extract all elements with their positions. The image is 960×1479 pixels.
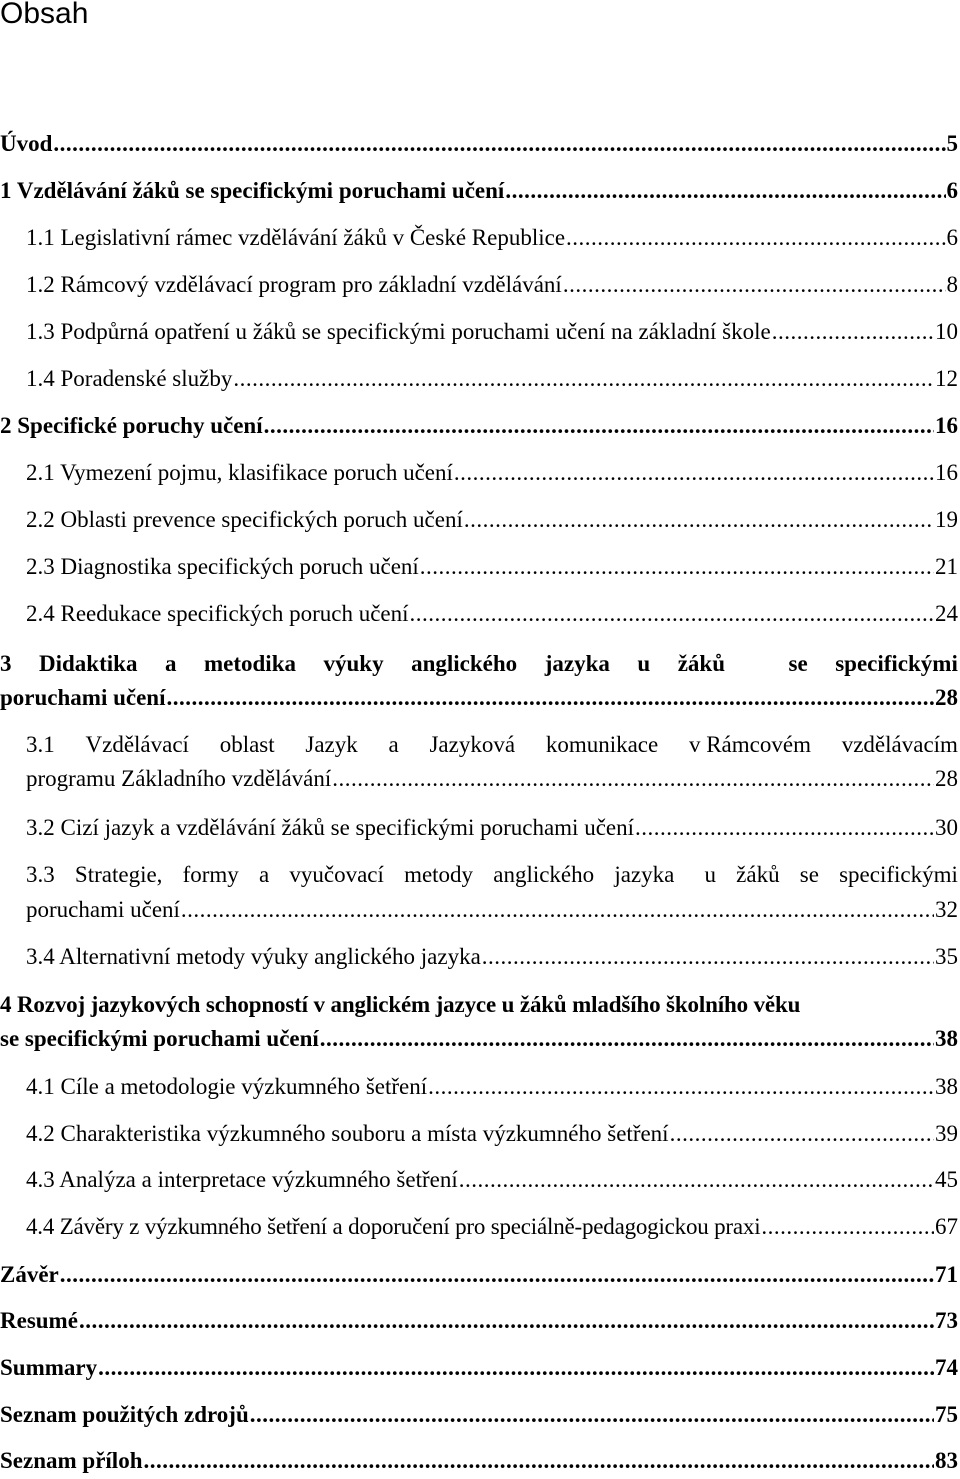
toc-word: metody (404, 862, 474, 887)
toc-leader-dots (459, 1166, 934, 1194)
toc-word: 3.3 (26, 862, 55, 887)
toc-word: Strategie, (74, 862, 163, 887)
toc-page-number: 38 (935, 1026, 958, 1051)
toc-word: Vzdělávací (85, 732, 189, 757)
toc-leader-dots (181, 896, 934, 924)
toc-entry-title: 1 Vzdělávání žáků se specifickými poruchami učení (0, 178, 505, 203)
toc-leader-dots (454, 459, 934, 487)
toc-entry-sources[interactable] (0, 1401, 958, 1429)
toc-word: jazyka (544, 651, 610, 676)
toc-entry-chapter-3-line1[interactable] (0, 650, 958, 678)
toc-entry-3-2[interactable] (26, 814, 958, 842)
toc-page-number: 39 (935, 1121, 958, 1146)
toc-entry-chapter-2[interactable] (0, 412, 958, 440)
toc-leader-dots (505, 177, 945, 205)
toc-page-number: 30 (935, 815, 958, 840)
toc-word: a (388, 732, 399, 757)
toc-page-number: 12 (935, 366, 958, 391)
toc-entry-title: Summary (0, 1355, 98, 1380)
toc-entry-title: 2.2 Oblasti prevence specifických poruch učení (26, 507, 463, 532)
toc-leader-dots (53, 130, 945, 158)
toc-leader-dots (233, 365, 934, 393)
toc-word: vzdělávacím (841, 732, 958, 757)
toc-word: jazyka (614, 862, 675, 887)
toc-entry-title: 3.4 Alternativní metody výuky anglického jazyka (26, 944, 481, 969)
toc-entry-title: poruchami učení (26, 897, 180, 922)
toc-word: anglického (493, 862, 595, 887)
toc-leader-dots (79, 1307, 934, 1335)
toc-leader-dots (563, 271, 946, 299)
toc-leader-dots (143, 1447, 934, 1475)
toc-word: oblast (219, 732, 275, 757)
toc-entry-1-4[interactable] (26, 365, 958, 393)
toc-page-number: 67 (935, 1214, 958, 1239)
toc-word: a (258, 862, 270, 887)
toc-entry-summary[interactable] (0, 1354, 958, 1382)
toc-page-number: 28 (935, 685, 958, 710)
toc-entry-resume[interactable] (0, 1307, 958, 1335)
toc-entry-3-1-line1[interactable] (26, 731, 958, 759)
toc-page-number: 16 (935, 413, 958, 438)
toc-word: se (788, 651, 808, 676)
toc-entry-appendices[interactable] (0, 1447, 958, 1475)
toc-word: Didaktika (39, 651, 138, 676)
toc-entry-title: se specifickými poruchami učení (0, 1026, 319, 1051)
toc-entry-title: 4 Rozvoj jazykových schopností v anglickém jazyce u žáků mladšího školního věku (0, 992, 801, 1017)
page-title: Obsah (0, 0, 89, 30)
toc-entry-1-2[interactable] (26, 271, 958, 299)
toc-word: u (637, 651, 651, 676)
toc-page-number: 35 (935, 944, 958, 969)
toc-leader-dots (428, 1073, 934, 1101)
toc-leader-dots (60, 1261, 934, 1289)
toc-word: specifickými (839, 862, 958, 887)
toc-word: žáků (677, 651, 725, 676)
toc-word: formy (182, 862, 239, 887)
toc-entry-title: Seznam použitých zdrojů (0, 1402, 249, 1427)
toc-entry-2-4[interactable] (26, 600, 958, 628)
toc-entry-title: 3.2 Cizí jazyk a vzdělávání žáků se specifickými poruchami učení (26, 815, 634, 840)
toc-word: výuky (323, 651, 384, 676)
toc-page-number: 6 (946, 225, 958, 250)
toc-word: a (164, 651, 177, 676)
toc-entry-chapter-3-line2[interactable] (0, 684, 958, 712)
toc-word: 3 (0, 651, 12, 676)
toc-page-number: 21 (935, 554, 958, 579)
toc-page-number: 71 (935, 1262, 958, 1287)
toc-leader-dots (166, 684, 934, 712)
toc-leader-dots (566, 224, 945, 252)
toc-entry-1-1[interactable] (26, 224, 958, 252)
toc-leader-dots (320, 1025, 934, 1053)
toc-word: specifickými (835, 651, 958, 676)
toc-entry-1-3[interactable] (26, 318, 958, 346)
toc-entry-2-1[interactable] (26, 459, 958, 487)
toc-leader-dots (482, 943, 934, 971)
toc-entry-title: 4.2 Charakteristika výzkumného souboru a místa výzkumného šetření (26, 1121, 669, 1146)
toc-entry-chapter-4-line1[interactable] (0, 991, 958, 1019)
toc-entry-4-1[interactable] (26, 1073, 958, 1101)
toc-page-number: 8 (946, 272, 958, 297)
toc-entry-title: 1.4 Poradenské služby (26, 366, 233, 391)
toc-entry-title: 1.1 Legislativní rámec vzdělávání žáků v České Republice (26, 225, 566, 250)
toc-leader-dots (98, 1354, 934, 1382)
toc-entry-title: 2.1 Vymezení pojmu, klasifikace poruch učení (26, 460, 453, 485)
toc-leader-dots (332, 765, 934, 793)
toc-entry-title: 4.1 Cíle a metodologie výzkumného šetření (26, 1074, 428, 1099)
toc-entry-title: 2 Specifické poruchy učení (0, 413, 263, 438)
toc-word: 3.1 (26, 732, 55, 757)
toc-word: se (799, 862, 819, 887)
toc-word: žáků (736, 862, 780, 887)
toc-page-number: 6 (946, 178, 958, 203)
toc-entry-title: 4.3 Analýza a interpretace výzkumného šetření (26, 1167, 458, 1192)
toc-entry-zaver[interactable] (0, 1261, 958, 1289)
toc-word: Jazyková (429, 732, 516, 757)
toc-word: anglického (411, 651, 518, 676)
toc-entry-3-3-line1[interactable] (26, 861, 958, 889)
toc-entry-3-4[interactable] (26, 943, 958, 971)
toc-page-number: 24 (935, 601, 958, 626)
toc-page-number: 73 (935, 1308, 958, 1333)
toc-leader-dots (761, 1213, 934, 1241)
toc-entry-title: Seznam příloh (0, 1448, 143, 1473)
toc-word: metodika (203, 651, 296, 676)
toc-entry-title: 1.2 Rámcový vzdělávací program pro základní vzdělávání (26, 272, 562, 297)
toc-entry-title: programu Základního vzdělávání (26, 766, 332, 791)
toc-entry-4-3[interactable] (26, 1166, 958, 1194)
toc-page-number: 16 (935, 460, 958, 485)
toc-page-number: 45 (935, 1167, 958, 1192)
toc-page-number: 28 (935, 766, 958, 791)
toc-entry-title: 2.3 Diagnostika specifických poruch učení (26, 554, 419, 579)
toc-page-number: 5 (946, 131, 958, 156)
toc-entry-2-2[interactable] (26, 506, 958, 534)
toc-page-number: 10 (935, 319, 958, 344)
toc-word: v Rámcovém (688, 732, 811, 757)
toc-word: vyučovací (289, 862, 384, 887)
toc-word: komunikace (545, 732, 659, 757)
toc-page-number: 38 (935, 1074, 958, 1099)
toc-leader-dots (250, 1401, 934, 1429)
toc-word: u (704, 862, 716, 887)
toc-entry-title: 4.4 Závěry z výzkumného šetření a doporučení pro speciálně-pedagogickou praxi (26, 1214, 761, 1239)
toc-page-number: 75 (935, 1402, 958, 1427)
toc-leader-dots (670, 1120, 934, 1148)
toc-page-number: 19 (935, 507, 958, 532)
toc-entry-4-4[interactable] (26, 1213, 958, 1241)
toc-entry-3-3-line2[interactable] (26, 896, 958, 924)
toc-leader-dots (635, 814, 934, 842)
toc-entry-4-2[interactable] (26, 1120, 958, 1148)
toc-word: Jazyk (305, 732, 358, 757)
toc-entry-chapter-1[interactable] (0, 177, 958, 205)
toc-entry-title: Závěr (0, 1262, 59, 1287)
toc-leader-dots (772, 318, 934, 346)
toc-leader-dots (410, 600, 934, 628)
toc-entry-title: poruchami učení (0, 685, 166, 710)
toc-leader-dots (464, 506, 934, 534)
toc-entry-title: Úvod (0, 131, 53, 156)
toc-leader-dots (420, 553, 934, 581)
toc-entry-3-1-line2[interactable] (26, 765, 958, 793)
toc-entry-chapter-4-line2[interactable] (0, 1025, 958, 1053)
toc-entry-title: 1.3 Podpůrná opatření u žáků se specifickými poruchami učení na základní škole (26, 319, 771, 344)
toc-entry-uvod[interactable] (0, 130, 958, 158)
toc-entry-2-3[interactable] (26, 553, 958, 581)
toc-entry-title: Resumé (0, 1308, 78, 1333)
toc-page-number: 74 (935, 1355, 958, 1380)
toc-page-number: 32 (935, 897, 958, 922)
toc-entry-title: 2.4 Reedukace specifických poruch učení (26, 601, 409, 626)
toc-page-number: 83 (935, 1448, 958, 1473)
toc-leader-dots (264, 412, 934, 440)
